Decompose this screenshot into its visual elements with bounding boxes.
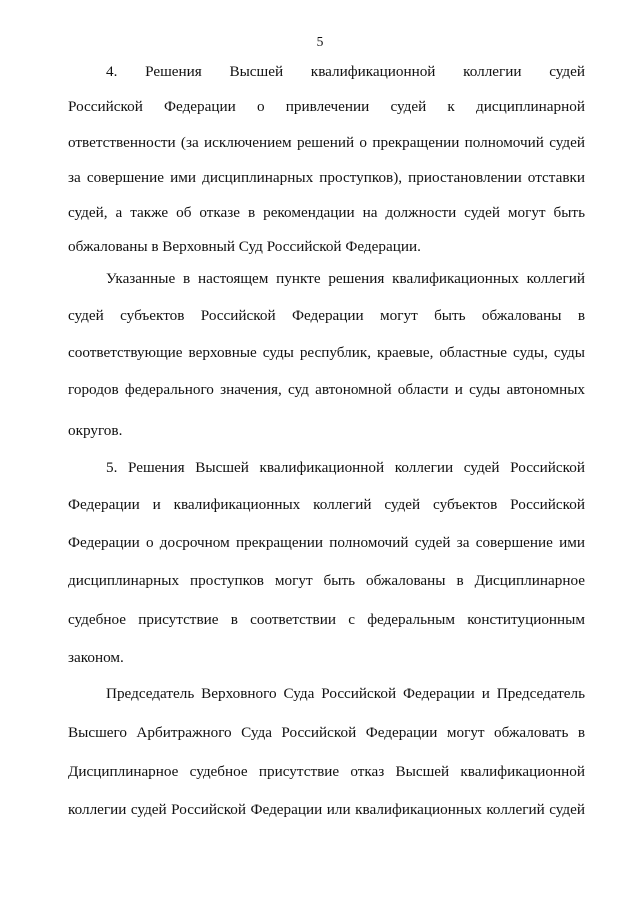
text-line: за совершение ими дисциплинарных проступков), приостановлении отставки (68, 169, 585, 186)
text-line: Высшего Арбитражного Суда Российской Федерации могут обжаловать в (68, 724, 585, 741)
text-line: соответствующие верховные суды республик, краевые, областные суды, суды (68, 344, 585, 361)
text-line: обжалованы в Верховный Суд Российской Федерации. (68, 238, 421, 255)
text-line: коллегии судей Российской Федерации или квалификационных коллегий судей (68, 801, 585, 818)
page-number: 5 (316, 34, 324, 49)
text-line: Российской Федерации о привлечении судей к дисциплинарной (68, 98, 585, 115)
text-line: 5. Решения Высшей квалификационной коллегии судей Российской (106, 459, 585, 476)
text-line: городов федерального значения, суд автономной области и суды автономных (68, 381, 585, 398)
text-line: ответственности (за исключением решений о прекращении полномочий судей (68, 134, 585, 151)
text-line: Указанные в настоящем пункте решения квалификационных коллегий (106, 270, 585, 287)
text-line: Дисциплинарное судебное присутствие отказ Высшей квалификационной (68, 763, 585, 780)
text-line: 4. Решения Высшей квалификационной коллегии судей (106, 63, 585, 80)
text-line: судей субъектов Российской Федерации могут быть обжалованы в (68, 307, 585, 324)
text-line: судей, а также об отказе в рекомендации на должности судей могут быть (68, 204, 585, 221)
text-line: Федерации и квалификационных коллегий судей субъектов Российской (68, 496, 585, 513)
text-line: округов. (68, 422, 123, 439)
text-line: законом. (68, 649, 124, 666)
text-line: Федерации о досрочном прекращении полномочий судей за совершение ими (68, 534, 585, 551)
text-line: Председатель Верховного Суда Российской Федерации и Председатель (106, 685, 585, 702)
text-line: дисциплинарных проступков могут быть обжалованы в Дисциплинарное (68, 572, 585, 589)
text-line: судебное присутствие в соответствии с федеральным конституционным (68, 611, 585, 628)
